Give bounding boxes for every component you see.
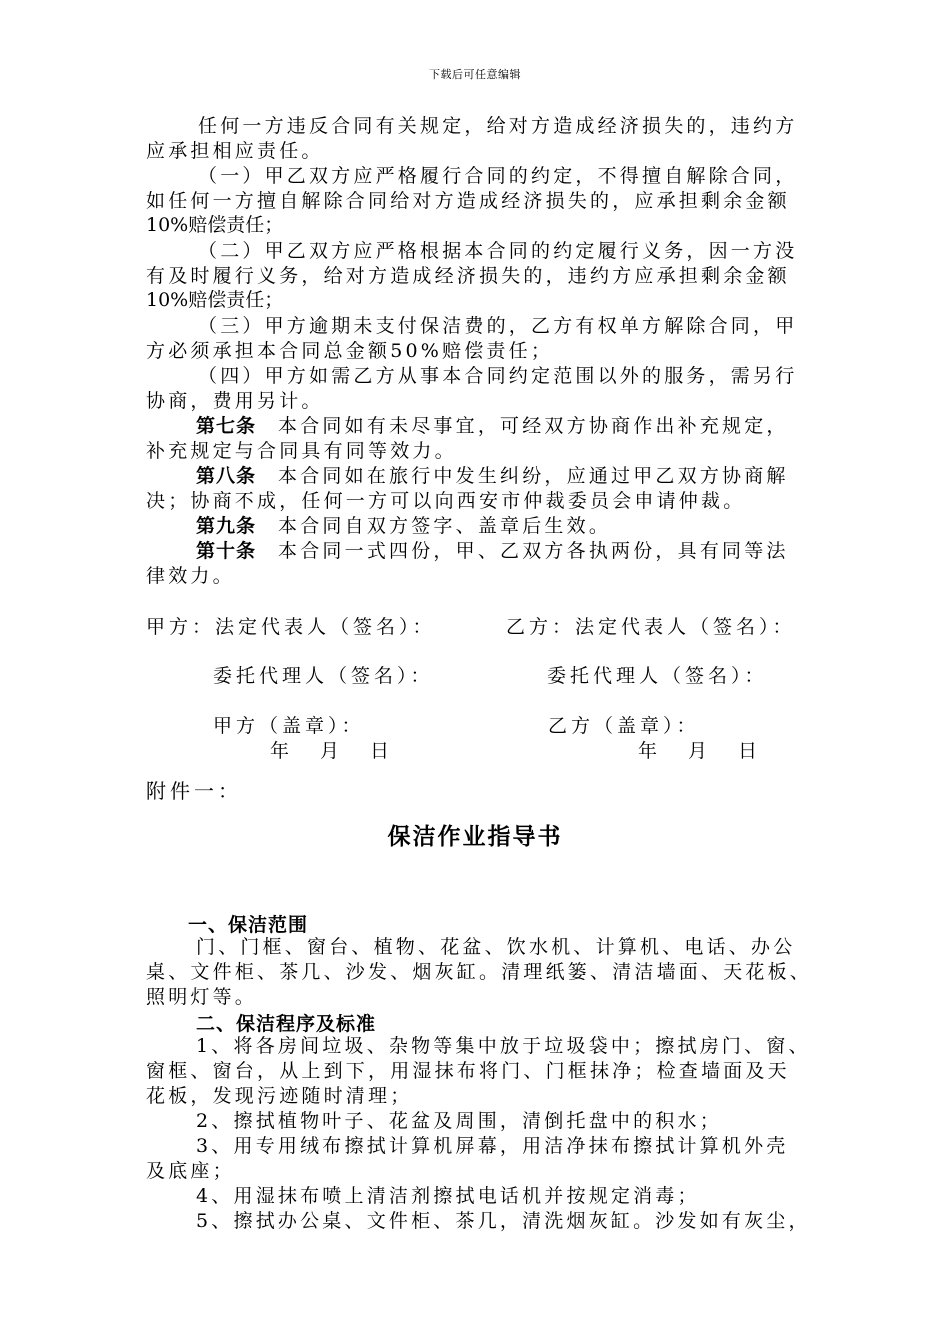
section-1-line: 照明灯等。: [146, 986, 258, 1008]
contract-line: 10%赔偿责任；: [146, 214, 284, 236]
section-2-line: 花板，发现污迹随时清理；: [146, 1085, 413, 1107]
party-b-date: 年 月 日: [638, 740, 764, 762]
article-10-text: 本合同一式四份，甲、乙双方各执两份，具有同等法: [278, 540, 789, 562]
article-7: [196, 414, 866, 439]
contract-line: 方必须承担本合同总金额50%赔偿责任；: [146, 340, 554, 362]
party-a-agent: 委托代理人（签名）：: [213, 665, 434, 687]
contract-line: 应承担相应责任。: [146, 140, 324, 162]
section-1-line: 门、门框、窗台、植物、花盆、饮水机、计算机、电话、办公: [196, 936, 796, 958]
party-a-date: 年 月 日: [270, 740, 396, 762]
page-header: 下载后可任意编辑: [429, 68, 521, 81]
section-1-heading: 一、保洁范围: [188, 914, 309, 936]
contract-line: （四）甲方如需乙方从事本合同约定范围以外的服务，需另行: [198, 365, 798, 387]
section-2-line: 3、用专用绒布擦拭计算机屏幕，用洁净抹布擦拭计算机外壳: [196, 1135, 789, 1157]
article-10-label: 第十条: [196, 540, 257, 562]
contract-line: 10%赔偿责任；: [146, 289, 284, 311]
section-2-line: 1、将各房间垃圾、杂物等集中放于垃圾袋中；擦拭房门、窗、: [196, 1035, 811, 1057]
article-8-text: 本合同如在旅行中发生纠纷，应通过甲乙双方协商解: [278, 465, 789, 487]
section-2-line: 4、用湿抹布喷上清洁剂擦拭电话机并按规定消毒；: [196, 1185, 700, 1207]
section-2-line: 窗框、窗台，从上到下，用湿抹布将门、门框抹净；检查墙面及天: [146, 1060, 790, 1082]
guide-title: 保洁作业指导书: [387, 824, 563, 850]
article-7-text: 本合同如有未尽事宜，可经双方协商作出补充规定，: [278, 415, 789, 437]
party-a-representative: 甲方：法定代表人（签名）：: [146, 616, 436, 638]
article-9-label: 第九条: [196, 515, 257, 537]
party-b-seal: 乙方（盖章）：: [548, 715, 700, 737]
contract-line: 协商，费用另计。: [146, 390, 324, 412]
party-b-representative: 乙方：法定代表人（签名）：: [506, 616, 796, 638]
contract-line: 如任何一方擅自解除合同给对方造成经济损失的，应承担剩余金额: [146, 190, 790, 212]
contract-line: （一）甲乙双方应严格履行合同的约定，不得擅自解除合同，: [198, 165, 798, 187]
section-2-line: 2、擦拭植物叶子、花盆及周围，清倒托盘中的积水；: [196, 1110, 722, 1132]
article-10: [196, 539, 866, 564]
section-2-line: 及底座；: [146, 1160, 235, 1182]
article-9: [196, 514, 866, 539]
section-2-line: 5、擦拭办公桌、文件柜、茶几，清洗烟灰缸。沙发如有灰尘，: [196, 1210, 811, 1232]
article-8-label: 第八条: [196, 465, 257, 487]
article-10-continuation: 律效力。: [146, 565, 235, 587]
article-7-continuation: 补充规定与合同具有同等效力。: [146, 440, 457, 462]
article-8-continuation: 决；协商不成，任何一方可以向西安市仲裁委员会申请仲裁。: [146, 490, 746, 512]
party-b-agent: 委托代理人（签名）：: [547, 665, 768, 687]
article-7-label: 第七条: [196, 415, 257, 437]
contract-line: （二）甲乙双方应严格根据本合同的约定履行义务，因一方没: [198, 240, 798, 262]
section-2-heading: 二、保洁程序及标准: [196, 1013, 377, 1035]
party-a-seal: 甲方（盖章）：: [213, 715, 365, 737]
article-8: [196, 464, 866, 489]
contract-line: 任何一方违反合同有关规定，给对方造成经济损失的，违约方: [198, 115, 798, 137]
attachment-label: 附件一：: [146, 779, 242, 803]
contract-line: （三）甲方逾期未支付保洁费的，乙方有权单方解除合同，甲: [198, 315, 798, 337]
section-1-line: 桌、文件柜、茶几、沙发、烟灰缸。清理纸篓、清洁墙面、天花板、: [146, 961, 813, 983]
contract-line: 有及时履行义务，给对方造成经济损失的，违约方应承担剩余金额: [146, 265, 790, 287]
article-9-text: 本合同自双方签字、盖章后生效。: [278, 515, 612, 537]
